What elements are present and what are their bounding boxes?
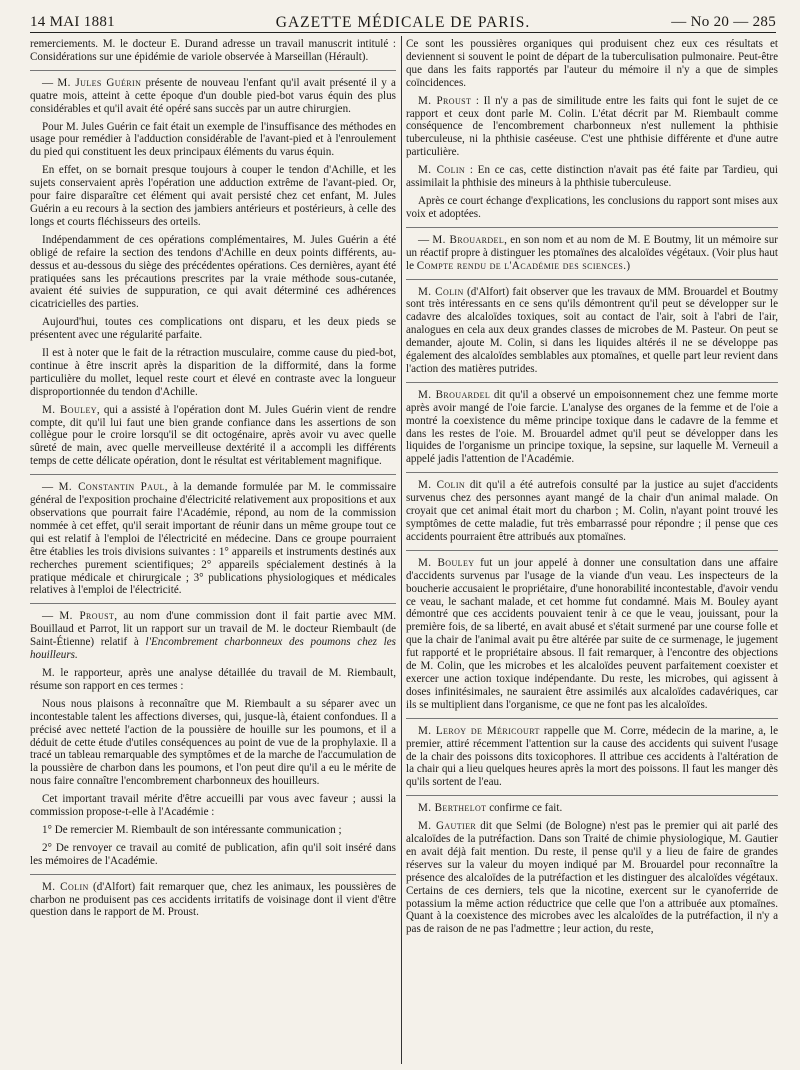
speaker-name: M. Bouley xyxy=(42,403,97,416)
speaker-name: M. Bouley xyxy=(418,556,475,569)
journal-title: GAZETTE MÉDICALE DE PARIS. xyxy=(275,14,531,31)
section-separator xyxy=(406,550,778,551)
paragraph: Pour M. Jules Guérin ce fait était un exemple de l'insuffisance des méthodes en usage pour remédier à l'adduction considérable de l'avant-pied et à l'enroulement du pied qui constituent les deux principaux éléments du varus équin. xyxy=(30,120,396,159)
paragraph: Ce sont les poussières organiques qui produisent chez eux ces résultats et deviennent si souvent le point de départ de la tuberculisation pulmonaire. Peut-être que dans les faits rapportés par l'auteur du mémoire il n'y a que de simples coïncidences. xyxy=(406,38,778,89)
speaker-name: M. Leroy de Méricourt xyxy=(418,724,540,737)
paragraph: M. Brouardel dit qu'il a observé un empoisonnement chez une femme morte après avoir mangé de l'oie farcie. L'analyse des organes de la femme et de l'oie a montré la coexistence du même principe toxique dans le cadavre de la femme et dans les restes de l'oie. M. Brouardel admet qu'il peut se développer dans les liquides de l'organisme un principe toxique, la sepsine, sur laquelle M. Verneuil a appelé jadis l'attention de l'Académie. xyxy=(406,388,778,466)
page-header xyxy=(30,6,776,33)
paragraph: M. Colin (d'Alfort) fait observer que les travaux de MM. Brouardel et Boutmy sont très intéressants en ce sens qu'ils démontrent qu'il peut se développer sur le cadavre des alcaloïdes toxiques, soit au contact de l'air, soit à l'abri de l'air, analogues en cela aux deux grandes classes de microbes de M. Pasteur. On peut se demander, ajoute M. Colin, si dans les liquides altérés il ne se développe pas également des alcaloïdes semblables aux ptomaïnes, et quelle part leur revient dans l'action des matières putrides. xyxy=(406,285,778,375)
speaker-name: M. Gautier xyxy=(418,820,477,833)
speaker-name: M. Colin xyxy=(42,880,89,893)
column-divider xyxy=(401,36,402,1064)
paragraph: M. Gautier dit que Selmi (de Bologne) n'est pas le premier qui ait parlé des alcaloïdes de la putréfaction. Dans son Traité de chimie physiologique, M. Gautier en avait déjà fait mention. Du reste, il pense qu'il y a lieu de faire de grandes réserves sur la valeur du moyen indiqué par M. Brouardel pour reconnaître la présence des alcaloïdes de la putréfaction et les distinguer des alcaloïdes végétaux. Certains de ces derniers, tels que la nicotine, exercent sur le cyanoferride de potassium la même action réductrice que celle que l'on a attribuée aux ptomaïnes. Quant à la coexistence des microbes avec les alcaloïdes de la putréfaction, il n'y a pas de raison de ne pas l'admettre ; leur action, du reste, xyxy=(406,820,778,936)
paragraph: M. Leroy de Méricourt rappelle que M. Corre, médecin de la marine, a, le premier, attiré récemment l'attention sur la cause des accidents qui suivent l'usage de la chair des poissons dits toxicophores. Il attribue ces accidents à l'altération de la chair qui a lieu quelques heures après la mort des poissons. Il faut les manger dès qu'ils sortent de l'eau. xyxy=(406,724,778,789)
cross-reference: Compte rendu de l'Académie des sciences. xyxy=(416,259,627,272)
section-separator xyxy=(30,603,396,604)
paragraph: M. Colin dit qu'il a été autrefois consulté par la justice au sujet d'accidents survenus chez des personnes ayant mangé de la chair d'un animal malade. On croyait que cet animal était mort du charbon ; M. Colin, n'ayant point trouvé les symptômes de cette maladie, fut très embarrassé pour répondre ; il pense que ces accidents pourraient être attribués aux ptomaïnes. xyxy=(406,479,778,543)
paragraph: En effet, on se bornait presque toujours à couper le tendon d'Achille, et les sujets conservaient après l'opération une adduction extrême de l'avant-pied. Or, pour faire disparaître cet élément qui avait persisté chez cet enfant, M. Jules Guérin a eu recours à la section des jambiers antérieurs et postérieurs, à celle des longs et courts fléchisseurs des orteils. xyxy=(30,164,396,228)
paragraph: — M. Jules Guérin présente de nouveau l'enfant qu'il avait présenté il y a quatre mois, atteint à cette époque d'un double pied-bot varus équin des plus considérables et qu'il avait été opéré sans succès par un autre chirurgien. xyxy=(30,76,396,115)
issue-number: — No 20 — xyxy=(671,14,749,30)
paragraph: Indépendamment de ces opérations complémentaires, M. Jules Guérin a été obligé de refaire la section des tendons d'Achille en deux points différents, au-dessus et au-dessous du siège des précédentes opérations. Ces dernières, ayant été pratiquées sans les précautions prescrites par la vraie méthode sous-cutanée, avaient été suivies de suppuration, ce qui avait déterminé ces adhérences cicatricielles des parties. xyxy=(30,233,396,311)
paragraph: — M. Constantin Paul, à la demande formulée par M. le commissaire général de l'exposition prochaine d'électricité relativement aux propositions et aux observations que pourrait faire l'Académie, répond, au nom de la commission nommée à cet effet, qu'il serait important de réunir dans un même groupe tout ce qui est relatif à l'emploi de l'électricité en médecine. Dans ce groupe pourraient être établies les trois divisions suivantes : 1° appareils et instruments destinés aux recherches purement scientifiques; 2° appareils spécialement destinés à la pratique médicale et chirurgicale ; 3° publications physiologiques et médicales relatives à l'emploi de l'électricité. xyxy=(30,481,396,597)
page-number: 285 xyxy=(752,14,776,30)
section-separator xyxy=(30,70,396,71)
paragraph: M. Colin (d'Alfort) fait remarquer que, chez les animaux, les poussières de charbon ne produisent pas ces accidents irritatifs de voisinage dont il vient d'être question dans le rapport de M. Proust. xyxy=(30,880,396,919)
section-separator xyxy=(406,227,778,228)
page-number-block xyxy=(671,14,776,31)
paragraph: 1° De remercier M. Riembault de son intéressante communication ; xyxy=(42,823,342,836)
right-column xyxy=(406,38,778,1066)
speaker-name: M. Constantin Paul xyxy=(58,481,165,494)
paragraph: M. le rapporteur, après une analyse détaillée du travail de M. Riembault, résume son rapport en ces termes : xyxy=(30,666,396,692)
paragraph: Après ce court échange d'explications, les conclusions du rapport sont mises aux voix et adoptées. xyxy=(406,194,778,220)
section-separator xyxy=(406,382,778,383)
speaker-name: M. Brouardel xyxy=(432,233,505,246)
paragraph: Cet important travail mérite d'être accueilli par vous avec faveur ; aussi la commission propose-t-elle à l'Académie : xyxy=(30,793,396,819)
section-separator xyxy=(406,718,778,719)
speaker-name: M. Brouardel xyxy=(418,388,491,401)
section-separator xyxy=(406,279,778,280)
paragraph: M. Bouley fut un jour appelé à donner une consultation dans une affaire d'accidents survenus par l'usage de la viande d'un veau. Les inspecteurs de la boucherie accusaient le propriétaire, d'une honorabilité incontestable, d'avoir vendu ce veau, le sachant malade, et cet homme fut condamné. Mais M. Bouley ayant démontré que ces accidents pouvaient tenir à ce que le veau, jouissant, pour la première fois, de sa liberté, en avait abusé et s'était surmené par une course folle et que la chair de l'animal avait pu être altérée par suite de ce surmenage, le jugement fut rapporté et le propriétaire absous. Il fait remarquer, à l'encontre des objections de M. Colin, que les microbes et les alcaloïdes peuvent parfaitement coexister et exercer une action toxique indépendante. Du reste, les microbes, qui agissent à doses infinitésimales, ne sauraient être assimilés aux alcaloïdes cadavériques, car ils se multiplient dans l'organisme, ce que ne font pas les alcaloïdes. xyxy=(406,556,778,711)
paragraph: 2° De renvoyer ce travail au comité de publication, afin qu'il soit inséré dans les mémoires de l'Académie. xyxy=(30,841,396,867)
section-separator xyxy=(30,474,396,475)
speaker-name: M. Colin xyxy=(418,285,464,298)
left-column xyxy=(30,38,396,1066)
speaker-name: M. Proust xyxy=(59,610,115,623)
paragraph: Aujourd'hui, toutes ces complications ont disparu, et les deux pieds se présentent avec une régularité parfaite. xyxy=(30,316,396,342)
paragraph: Il est à noter que le fait de la rétraction musculaire, comme cause du pied-bot, continue à être inscrit après la disparition de la difformité, dans la forme particulière du mollet, lequel reste court et élevé en contraste avec la longueur disproportionnée du tendon d'Achille. xyxy=(30,347,396,398)
paragraph: — M. Proust, au nom d'une commission dont il fait partie avec MM. Bouillaud et Parrot, lit un rapport sur un travail de M. le docteur Riembault (de Saint-Étienne) relatif à l'Encombrement charbonneux des poumons chez les houilleurs. xyxy=(30,610,396,662)
paragraph: M. Proust : Il n'y a pas de similitude entre les faits qui font le sujet de ce rapport et ceux dont parle M. Colin. L'état décrit par M. Riembault comme conséquence de l'encombrement charbonneux n'est nullement la phthisie tuberculeuse, ni la phthisie caséeuse. C'est une phthisie différente et d'une autre particulière. xyxy=(406,94,778,159)
paragraph: M. Bouley, qui a assisté à l'opération dont M. Jules Guérin vient de rendre compte, dit qu'il lui faut une bien grande confiance dans les assertions de son collègue pour le croire lorsqu'il se dit octogénaire, après avoir vu avec quelle sûreté de main, avec quelle merveilleuse dextérité il a accompli les différents temps de cette délicate opération, dont le résultat est véritablement magnifique. xyxy=(30,403,396,468)
section-separator xyxy=(406,795,778,796)
speaker-name: M. Colin xyxy=(418,164,466,177)
paragraph: — M. Brouardel, en son nom et au nom de M. E Boutmy, lit un mémoire sur un réactif propre à distinguer les ptomaïnes des alcaloïdes végétaux. (Voir plus haut le Compte rendu de l'Académie des sciences.) xyxy=(406,233,778,272)
section-separator xyxy=(30,874,396,875)
paragraph: Nous nous plaisons à reconnaître que M. Riembault a su séparer avec un incontestable talent les affections diverses, qui, jusque-là, étaient confondues. Il a précisé avec netteté l'action de la poussière de houille sur les poumons, et il a déduit de cette étude d'utiles conséquences au point de vue de la prophylaxie. Il a tracé un tableau remarquable des symptômes et de la marche de l'accumulation de la poussière de charbon dans les poumons, et l'on peut dire qu'il a eu le mérite de nous faire connaître l'encombrement charbonneux des houilleurs. xyxy=(30,697,396,788)
speaker-name: M. Colin xyxy=(418,479,466,492)
issue-date: 14 MAI 1881 xyxy=(30,14,115,30)
paragraph: M. Colin : En ce cas, cette distinction n'avait pas été faite par Tardieu, qui assimilait la phthisie des mineurs à la phthisie tuberculeuse. xyxy=(406,164,778,190)
section-separator xyxy=(406,472,778,473)
speaker-name: M. Proust xyxy=(418,94,472,107)
paragraph: M. Berthelot confirme ce fait. xyxy=(418,802,563,815)
report-title: l'Encombrement charbonneux des poumons chez les houilleurs. xyxy=(30,636,396,662)
speaker-name: M. Jules Guérin xyxy=(57,76,142,89)
paragraph: remerciements. M. le docteur E. Durand adresse un travail manuscrit intitulé : Considérations sur une épidémie de variole observée à Marseillan (Hérault). xyxy=(30,38,396,63)
speaker-name: M. Berthelot xyxy=(418,802,487,815)
